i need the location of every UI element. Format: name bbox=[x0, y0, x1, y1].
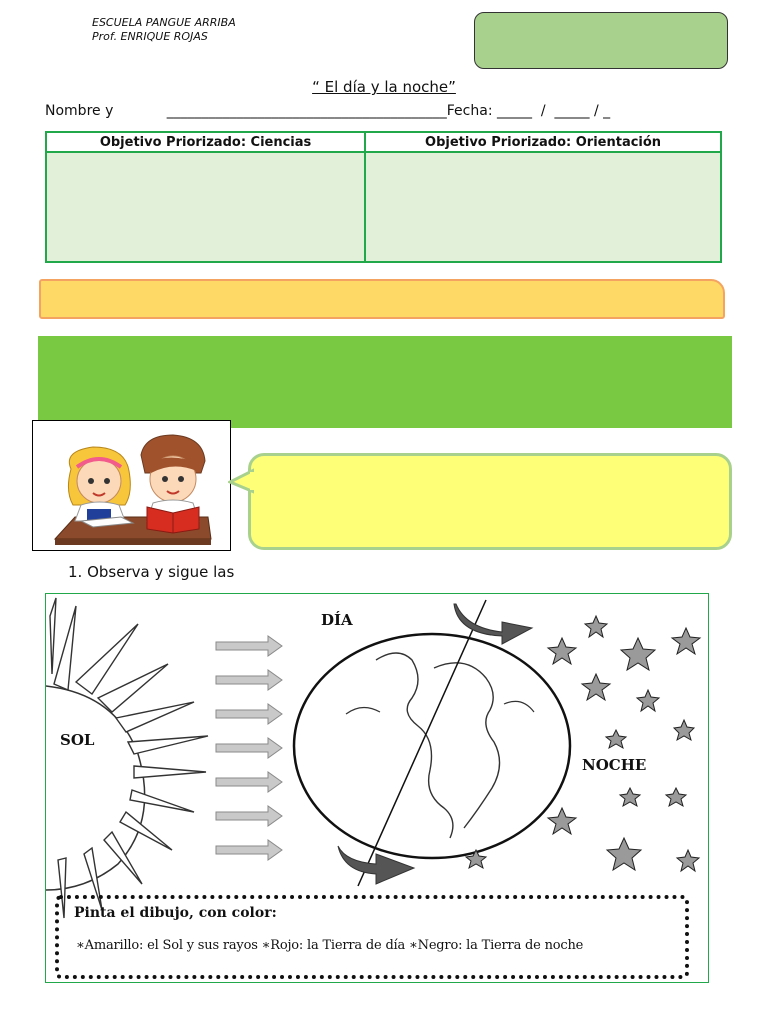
sun-label: SOL bbox=[60, 731, 95, 749]
step-1-instruction: 1. Observa y sigue las bbox=[68, 563, 235, 581]
date-label: Fecha: bbox=[446, 103, 493, 119]
objective-orientation-header: Objetivo Priorizado: Orientación bbox=[365, 132, 721, 152]
speech-bubble-tail bbox=[228, 466, 254, 496]
speech-bubble bbox=[248, 453, 732, 550]
school-name: ESCUELA PANGUE ARRIBA bbox=[92, 16, 236, 29]
student-fields bbox=[45, 103, 725, 119]
objective-science-cell bbox=[46, 152, 365, 262]
day-label: DÍA bbox=[321, 611, 353, 629]
date-line[interactable]: _____ / _____ / _ bbox=[497, 103, 611, 119]
teacher-name: Prof. ENRIQUE ROJAS bbox=[92, 30, 208, 43]
name-label: Nombre y bbox=[45, 103, 114, 119]
night-label: NOCHE bbox=[582, 756, 647, 774]
day-night-figure bbox=[45, 593, 709, 983]
school-header bbox=[92, 16, 236, 44]
green-instruction-band bbox=[38, 336, 732, 428]
coloring-instructions-text: ∗Amarillo: el Sol y sus rayos ∗Rojo: la Tierra de día ∗Negro: la Tierra de noche bbox=[76, 938, 584, 953]
header-score-box bbox=[474, 12, 728, 69]
orange-banner bbox=[39, 279, 725, 319]
page-title: “ El día y la noche” bbox=[312, 78, 456, 96]
name-line[interactable]: ________________________________________ bbox=[166, 103, 447, 119]
objectives-table bbox=[45, 131, 722, 263]
kids-reading-illustration bbox=[32, 420, 231, 551]
kids-reading-drawing bbox=[33, 421, 230, 550]
objective-orientation-cell bbox=[365, 152, 721, 262]
coloring-instructions-title: Pinta el dibujo, con color: bbox=[74, 905, 277, 921]
objective-science-header: Objetivo Priorizado: Ciencias bbox=[46, 132, 365, 152]
